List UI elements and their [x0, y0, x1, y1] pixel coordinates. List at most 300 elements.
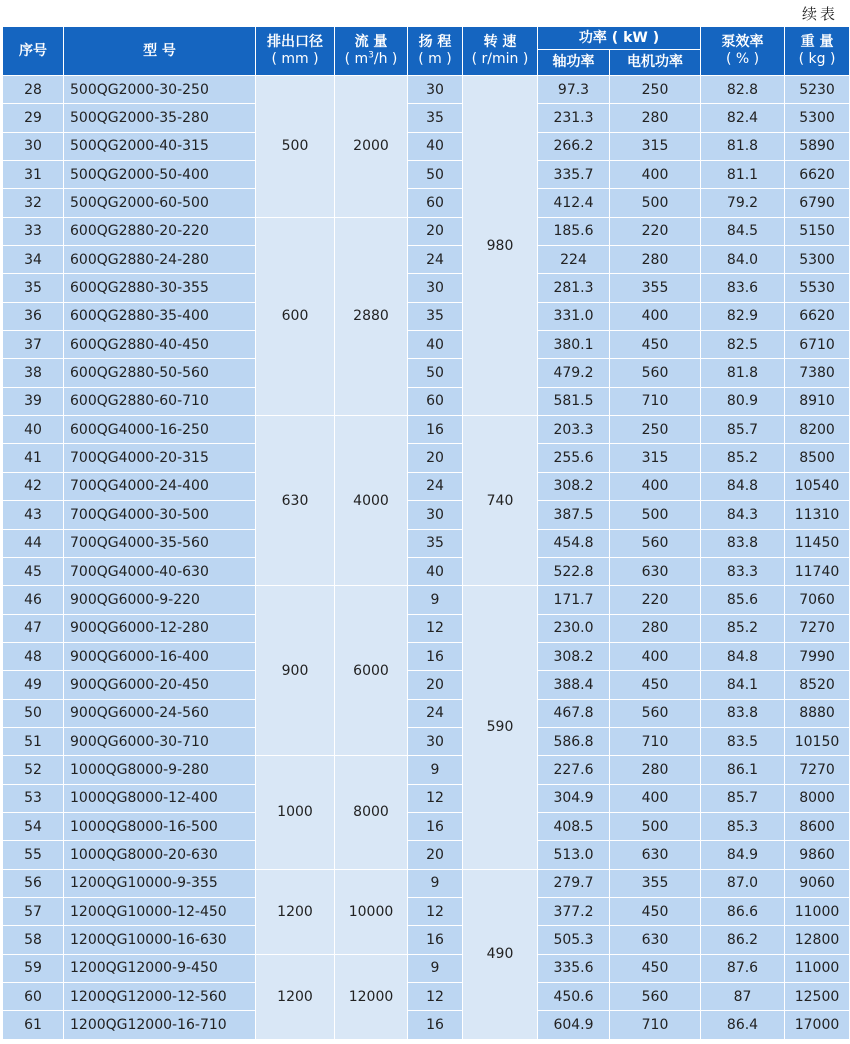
- header-motor-power: 电机功率: [610, 50, 701, 76]
- cell-model: 500QG2000-40-315: [64, 132, 256, 160]
- cell-model: 600QG2880-40-450: [64, 331, 256, 359]
- cell-model: 500QG2000-60-500: [64, 189, 256, 217]
- cell-seq: 53: [3, 784, 64, 812]
- cell-model: 900QG6000-16-400: [64, 642, 256, 670]
- table-row: [3, 784, 850, 812]
- cell-shaft-power: 171.7: [538, 586, 610, 614]
- cell-seq: 47: [3, 614, 64, 642]
- cell-head: 12: [408, 897, 463, 925]
- cell-motor-power: 220: [610, 217, 701, 245]
- cell-motor-power: 280: [610, 104, 701, 132]
- header-head: [408, 27, 463, 76]
- header-speed: [463, 27, 538, 76]
- cell-shaft-power: 224: [538, 246, 610, 274]
- table-row: [3, 897, 850, 925]
- header-speed-unit: ( r/min ): [471, 51, 529, 67]
- table-row: [3, 189, 850, 217]
- cell-weight: 5150: [785, 217, 850, 245]
- cell-motor-power: 315: [610, 132, 701, 160]
- cell-weight: 8910: [785, 387, 850, 415]
- table-row: [3, 359, 850, 387]
- cell-shaft-power: 412.4: [538, 189, 610, 217]
- cell-weight: 5300: [785, 104, 850, 132]
- cell-head: 35: [408, 529, 463, 557]
- cell-model: 1200QG12000-12-560: [64, 983, 256, 1011]
- cell-flow: 10000: [335, 869, 408, 954]
- cell-weight: 12500: [785, 983, 850, 1011]
- table-row: [3, 76, 850, 104]
- cell-model: 900QG6000-9-220: [64, 586, 256, 614]
- cell-shaft-power: 586.8: [538, 727, 610, 755]
- cell-motor-power: 220: [610, 586, 701, 614]
- cell-seq: 40: [3, 416, 64, 444]
- header-speed-label: 转 速: [483, 34, 517, 50]
- table-row: [3, 132, 850, 160]
- cell-motor-power: 710: [610, 727, 701, 755]
- cell-efficiency: 84.3: [701, 501, 785, 529]
- cell-head: 24: [408, 699, 463, 727]
- cell-efficiency: 83.6: [701, 274, 785, 302]
- table-row: [3, 983, 850, 1011]
- cell-shaft-power: 231.3: [538, 104, 610, 132]
- cell-seq: 39: [3, 387, 64, 415]
- cell-shaft-power: 388.4: [538, 671, 610, 699]
- header-head-label: 扬 程: [418, 34, 452, 50]
- cell-model: 1000QG8000-9-280: [64, 756, 256, 784]
- cell-efficiency: 86.4: [701, 1011, 785, 1040]
- header-weight: [785, 27, 850, 76]
- cell-model: 600QG2880-30-355: [64, 274, 256, 302]
- cell-shaft-power: 467.8: [538, 699, 610, 727]
- cell-seq: 58: [3, 926, 64, 954]
- cell-head: 16: [408, 1011, 463, 1040]
- cell-seq: 59: [3, 954, 64, 982]
- cell-weight: 11740: [785, 557, 850, 585]
- cell-efficiency: 86.6: [701, 897, 785, 925]
- cell-motor-power: 560: [610, 529, 701, 557]
- cell-seq: 33: [3, 217, 64, 245]
- cell-efficiency: 86.2: [701, 926, 785, 954]
- header-weight-unit: ( kg ): [798, 51, 836, 67]
- cell-head: 20: [408, 217, 463, 245]
- cell-weight: 6790: [785, 189, 850, 217]
- cell-seq: 37: [3, 331, 64, 359]
- cell-head: 30: [408, 727, 463, 755]
- cell-shaft-power: 604.9: [538, 1011, 610, 1040]
- cell-model: 1000QG8000-12-400: [64, 784, 256, 812]
- cell-weight: 7270: [785, 756, 850, 784]
- table-row: [3, 246, 850, 274]
- cell-shaft-power: 505.3: [538, 926, 610, 954]
- cell-efficiency: 83.5: [701, 727, 785, 755]
- cell-efficiency: 85.7: [701, 416, 785, 444]
- cell-seq: 36: [3, 302, 64, 330]
- cell-weight: 11000: [785, 954, 850, 982]
- cell-head: 40: [408, 132, 463, 160]
- cell-efficiency: 85.2: [701, 444, 785, 472]
- cell-model: 600QG2880-24-280: [64, 246, 256, 274]
- cell-shaft-power: 230.0: [538, 614, 610, 642]
- cell-efficiency: 87: [701, 983, 785, 1011]
- cell-head: 35: [408, 104, 463, 132]
- cell-seq: 45: [3, 557, 64, 585]
- cell-outlet: 630: [256, 416, 335, 586]
- cell-shaft-power: 308.2: [538, 472, 610, 500]
- table-row: [3, 642, 850, 670]
- cell-flow: 4000: [335, 416, 408, 586]
- cell-head: 16: [408, 416, 463, 444]
- header-efficiency-label: 泵效率: [721, 34, 764, 50]
- table-row: [3, 926, 850, 954]
- cell-model: 500QG2000-35-280: [64, 104, 256, 132]
- cell-model: 1000QG8000-16-500: [64, 812, 256, 840]
- cell-head: 30: [408, 76, 463, 104]
- cell-motor-power: 630: [610, 841, 701, 869]
- table-row: [3, 387, 850, 415]
- cell-shaft-power: 479.2: [538, 359, 610, 387]
- cell-weight: 10540: [785, 472, 850, 500]
- cell-head: 40: [408, 557, 463, 585]
- cell-seq: 44: [3, 529, 64, 557]
- header-flow-label: 流 量: [354, 34, 388, 50]
- cell-weight: 11450: [785, 529, 850, 557]
- header-weight-label: 重 量: [800, 34, 834, 50]
- cell-head: 60: [408, 387, 463, 415]
- cell-shaft-power: 185.6: [538, 217, 610, 245]
- cell-efficiency: 83.3: [701, 557, 785, 585]
- cell-efficiency: 84.5: [701, 217, 785, 245]
- cell-flow: 2880: [335, 217, 408, 415]
- cell-weight: 6620: [785, 302, 850, 330]
- cell-model: 500QG2000-50-400: [64, 161, 256, 189]
- cell-weight: 11310: [785, 501, 850, 529]
- cell-motor-power: 630: [610, 926, 701, 954]
- cell-model: 600QG2880-20-220: [64, 217, 256, 245]
- cell-weight: 7380: [785, 359, 850, 387]
- cell-efficiency: 85.6: [701, 586, 785, 614]
- cell-efficiency: 84.8: [701, 642, 785, 670]
- cell-weight: 5230: [785, 76, 850, 104]
- table-row: [3, 954, 850, 982]
- header-power: 功率 ( kW ): [538, 27, 701, 50]
- cell-head: 16: [408, 926, 463, 954]
- cell-motor-power: 450: [610, 897, 701, 925]
- cell-efficiency: 82.9: [701, 302, 785, 330]
- cell-efficiency: 82.4: [701, 104, 785, 132]
- continued-label: 续表: [801, 5, 838, 23]
- cell-model: 1200QG12000-16-710: [64, 1011, 256, 1040]
- cell-model: 500QG2000-30-250: [64, 76, 256, 104]
- cell-seq: 28: [3, 76, 64, 104]
- cell-weight: 5300: [785, 246, 850, 274]
- cell-motor-power: 400: [610, 472, 701, 500]
- header-model: 型 号: [64, 27, 256, 76]
- cell-head: 24: [408, 246, 463, 274]
- cell-model: 1200QG10000-9-355: [64, 869, 256, 897]
- cell-weight: 8600: [785, 812, 850, 840]
- cell-head: 9: [408, 954, 463, 982]
- cell-motor-power: 710: [610, 1011, 701, 1040]
- cell-seq: 42: [3, 472, 64, 500]
- cell-head: 50: [408, 359, 463, 387]
- header-outlet-unit: ( mm ): [271, 51, 319, 67]
- cell-weight: 9860: [785, 841, 850, 869]
- cell-model: 1000QG8000-20-630: [64, 841, 256, 869]
- cell-weight: 8520: [785, 671, 850, 699]
- table-row: [3, 869, 850, 897]
- cell-model: 600QG2880-60-710: [64, 387, 256, 415]
- cell-motor-power: 280: [610, 756, 701, 784]
- table-row: [3, 841, 850, 869]
- cell-model: 600QG4000-16-250: [64, 416, 256, 444]
- cell-model: 700QG4000-24-400: [64, 472, 256, 500]
- cell-outlet: 1200: [256, 869, 335, 954]
- cell-efficiency: 82.5: [701, 331, 785, 359]
- cell-efficiency: 87.0: [701, 869, 785, 897]
- table-row: [3, 217, 850, 245]
- cell-shaft-power: 281.3: [538, 274, 610, 302]
- cell-motor-power: 560: [610, 699, 701, 727]
- cell-weight: 6710: [785, 331, 850, 359]
- cell-efficiency: 85.2: [701, 614, 785, 642]
- cell-motor-power: 400: [610, 642, 701, 670]
- cell-seq: 43: [3, 501, 64, 529]
- cell-weight: 7990: [785, 642, 850, 670]
- table-row: [3, 1011, 850, 1040]
- cell-motor-power: 315: [610, 444, 701, 472]
- cell-weight: 12800: [785, 926, 850, 954]
- cell-motor-power: 500: [610, 189, 701, 217]
- cell-flow: 2000: [335, 76, 408, 218]
- cell-outlet: 900: [256, 586, 335, 756]
- cell-motor-power: 400: [610, 302, 701, 330]
- cell-head: 9: [408, 756, 463, 784]
- cell-shaft-power: 279.7: [538, 869, 610, 897]
- table-row: [3, 557, 850, 585]
- cell-efficiency: 83.8: [701, 529, 785, 557]
- cell-head: 50: [408, 161, 463, 189]
- cell-weight: 8200: [785, 416, 850, 444]
- table-row: [3, 671, 850, 699]
- cell-seq: 35: [3, 274, 64, 302]
- cell-head: 40: [408, 331, 463, 359]
- cell-head: 16: [408, 812, 463, 840]
- cell-efficiency: 80.9: [701, 387, 785, 415]
- flow-unit-sup: 3: [368, 50, 374, 61]
- header-flow: [335, 27, 408, 76]
- cell-seq: 46: [3, 586, 64, 614]
- cell-efficiency: 84.1: [701, 671, 785, 699]
- cell-motor-power: 560: [610, 983, 701, 1011]
- cell-seq: 49: [3, 671, 64, 699]
- cell-weight: 8880: [785, 699, 850, 727]
- cell-shaft-power: 304.9: [538, 784, 610, 812]
- cell-seq: 41: [3, 444, 64, 472]
- cell-model: 700QG4000-20-315: [64, 444, 256, 472]
- cell-seq: 57: [3, 897, 64, 925]
- cell-efficiency: 87.6: [701, 954, 785, 982]
- cell-shaft-power: 380.1: [538, 331, 610, 359]
- table-body: [3, 76, 850, 1040]
- pump-spec-table: [2, 26, 850, 1040]
- cell-shaft-power: 454.8: [538, 529, 610, 557]
- header-seq: 序号: [3, 27, 64, 76]
- cell-efficiency: 81.1: [701, 161, 785, 189]
- cell-head: 12: [408, 784, 463, 812]
- cell-flow: 6000: [335, 586, 408, 756]
- cell-head: 20: [408, 671, 463, 699]
- table-row: [3, 727, 850, 755]
- table-row: [3, 161, 850, 189]
- cell-seq: 51: [3, 727, 64, 755]
- header-efficiency-unit: ( % ): [725, 51, 760, 67]
- cell-model: 900QG6000-30-710: [64, 727, 256, 755]
- cell-flow: 8000: [335, 756, 408, 869]
- cell-head: 20: [408, 841, 463, 869]
- cell-seq: 50: [3, 699, 64, 727]
- cell-motor-power: 400: [610, 784, 701, 812]
- header-flow-unit: [345, 51, 398, 67]
- cell-weight: 17000: [785, 1011, 850, 1040]
- cell-seq: 30: [3, 132, 64, 160]
- cell-motor-power: 280: [610, 614, 701, 642]
- cell-model: 900QG6000-20-450: [64, 671, 256, 699]
- table-row: [3, 302, 850, 330]
- table-row: [3, 274, 850, 302]
- cell-shaft-power: 255.6: [538, 444, 610, 472]
- cell-model: 900QG6000-12-280: [64, 614, 256, 642]
- cell-seq: 48: [3, 642, 64, 670]
- header-outlet-label: 排出口径: [267, 34, 323, 50]
- cell-seq: 29: [3, 104, 64, 132]
- cell-weight: 7270: [785, 614, 850, 642]
- cell-motor-power: 280: [610, 246, 701, 274]
- cell-flow: 12000: [335, 954, 408, 1039]
- cell-weight: 5890: [785, 132, 850, 160]
- cell-shaft-power: 522.8: [538, 557, 610, 585]
- cell-speed: 740: [463, 416, 538, 586]
- cell-shaft-power: 387.5: [538, 501, 610, 529]
- cell-model: 600QG2880-35-400: [64, 302, 256, 330]
- cell-speed: 980: [463, 76, 538, 416]
- cell-efficiency: 85.7: [701, 784, 785, 812]
- cell-speed: 590: [463, 586, 538, 869]
- cell-efficiency: 81.8: [701, 132, 785, 160]
- cell-seq: 31: [3, 161, 64, 189]
- header-efficiency: [701, 27, 785, 76]
- cell-motor-power: 355: [610, 274, 701, 302]
- cell-weight: 5530: [785, 274, 850, 302]
- header-shaft-power: 轴功率: [538, 50, 610, 76]
- cell-seq: 34: [3, 246, 64, 274]
- cell-motor-power: 250: [610, 76, 701, 104]
- cell-outlet: 500: [256, 76, 335, 218]
- table-row: [3, 444, 850, 472]
- cell-head: 12: [408, 983, 463, 1011]
- cell-shaft-power: 97.3: [538, 76, 610, 104]
- cell-seq: 55: [3, 841, 64, 869]
- cell-head: 9: [408, 586, 463, 614]
- cell-efficiency: 84.8: [701, 472, 785, 500]
- cell-seq: 60: [3, 983, 64, 1011]
- cell-seq: 54: [3, 812, 64, 840]
- cell-outlet: 600: [256, 217, 335, 415]
- cell-outlet: 1200: [256, 954, 335, 1039]
- cell-weight: 8000: [785, 784, 850, 812]
- cell-seq: 61: [3, 1011, 64, 1040]
- cell-seq: 52: [3, 756, 64, 784]
- cell-efficiency: 84.0: [701, 246, 785, 274]
- table-row: [3, 699, 850, 727]
- cell-weight: 9060: [785, 869, 850, 897]
- cell-motor-power: 450: [610, 954, 701, 982]
- cell-model: 700QG4000-30-500: [64, 501, 256, 529]
- table-row: [3, 756, 850, 784]
- cell-shaft-power: 308.2: [538, 642, 610, 670]
- table-row: [3, 812, 850, 840]
- cell-shaft-power: 335.6: [538, 954, 610, 982]
- cell-shaft-power: 513.0: [538, 841, 610, 869]
- header-head-unit: ( m ): [418, 51, 452, 67]
- cell-head: 20: [408, 444, 463, 472]
- cell-efficiency: 81.8: [701, 359, 785, 387]
- cell-weight: 6620: [785, 161, 850, 189]
- cell-model: 700QG4000-35-560: [64, 529, 256, 557]
- cell-efficiency: 82.8: [701, 76, 785, 104]
- cell-head: 30: [408, 501, 463, 529]
- flow-unit-post: /h ): [373, 51, 398, 67]
- cell-model: 600QG2880-50-560: [64, 359, 256, 387]
- cell-head: 12: [408, 614, 463, 642]
- cell-model: 1200QG10000-12-450: [64, 897, 256, 925]
- cell-efficiency: 85.3: [701, 812, 785, 840]
- cell-motor-power: 630: [610, 557, 701, 585]
- cell-shaft-power: 450.6: [538, 983, 610, 1011]
- cell-weight: 11000: [785, 897, 850, 925]
- cell-weight: 10150: [785, 727, 850, 755]
- cell-shaft-power: 408.5: [538, 812, 610, 840]
- cell-outlet: 1000: [256, 756, 335, 869]
- cell-shaft-power: 266.2: [538, 132, 610, 160]
- cell-motor-power: 400: [610, 161, 701, 189]
- cell-seq: 32: [3, 189, 64, 217]
- cell-speed: 490: [463, 869, 538, 1039]
- table-row: [3, 472, 850, 500]
- table-row: [3, 501, 850, 529]
- cell-motor-power: 500: [610, 501, 701, 529]
- cell-shaft-power: 227.6: [538, 756, 610, 784]
- header-outlet: [256, 27, 335, 76]
- table-row: [3, 529, 850, 557]
- cell-model: 900QG6000-24-560: [64, 699, 256, 727]
- cell-motor-power: 450: [610, 671, 701, 699]
- cell-efficiency: 86.1: [701, 756, 785, 784]
- cell-model: 1200QG10000-16-630: [64, 926, 256, 954]
- cell-efficiency: 79.2: [701, 189, 785, 217]
- cell-shaft-power: 335.7: [538, 161, 610, 189]
- cell-seq: 38: [3, 359, 64, 387]
- cell-efficiency: 83.8: [701, 699, 785, 727]
- table-row: [3, 331, 850, 359]
- cell-shaft-power: 581.5: [538, 387, 610, 415]
- cell-head: 16: [408, 642, 463, 670]
- cell-model: 700QG4000-40-630: [64, 557, 256, 585]
- cell-motor-power: 560: [610, 359, 701, 387]
- cell-seq: 56: [3, 869, 64, 897]
- cell-shaft-power: 331.0: [538, 302, 610, 330]
- cell-shaft-power: 377.2: [538, 897, 610, 925]
- cell-head: 35: [408, 302, 463, 330]
